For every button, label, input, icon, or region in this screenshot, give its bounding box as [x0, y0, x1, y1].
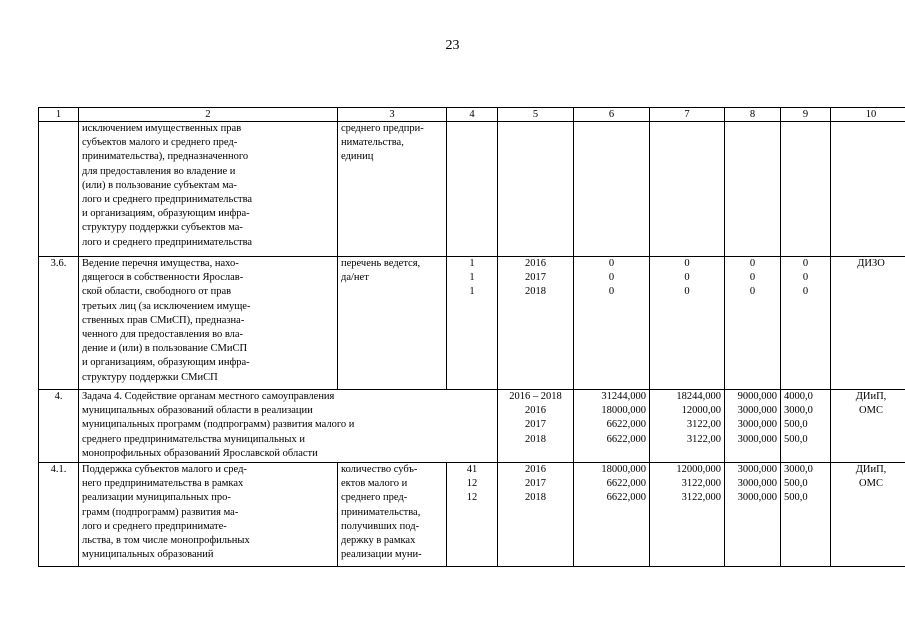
text-line: лого и среднего предпринимательства	[82, 194, 253, 206]
text-line: исключением имущественных прав	[82, 123, 242, 134]
text-line: нимательства,	[341, 137, 404, 149]
text-line: 2018	[525, 433, 546, 445]
text-line: 3000,0	[784, 464, 813, 475]
text-line: 0	[608, 286, 615, 298]
activity-name-cell	[79, 463, 338, 567]
text-line: 1	[469, 286, 475, 298]
text-line: 500,0	[784, 478, 808, 490]
executor-cell	[831, 463, 905, 567]
amount-cell	[781, 122, 831, 257]
text-line: 12000,00	[681, 405, 721, 417]
text-line: среднего предпри-	[341, 123, 424, 134]
text-line: 0	[802, 272, 809, 284]
text-line: лого и среднего предпринимательства	[82, 236, 253, 248]
text-line: ОМС	[859, 405, 883, 417]
text-line: 0	[749, 258, 756, 269]
text-line: получивших под-	[341, 520, 420, 532]
amount-cell	[781, 390, 831, 463]
text-line: 2017	[525, 419, 546, 431]
text-line: 9000,000	[737, 391, 777, 402]
amount-cell	[650, 122, 725, 257]
text-line: среднего предпринимательства муниципальных и	[82, 433, 305, 445]
amount-cell	[650, 463, 725, 567]
text-line: 18000,000	[601, 405, 646, 417]
text-line: 6622,000	[606, 478, 646, 490]
header-cell: 6	[574, 108, 650, 122]
header-cell: 9	[781, 108, 831, 122]
text-line: 3122,00	[686, 419, 721, 431]
text-line: 2017	[525, 272, 546, 284]
indicator-cell	[338, 122, 447, 257]
text-line: 0	[684, 258, 690, 269]
text-line: количество субъ-	[341, 464, 418, 475]
text-line: льства, в том числе монопрофильных	[82, 535, 250, 547]
text-line: 0	[802, 286, 809, 298]
text-line: 31244,000	[601, 391, 646, 402]
page-number: 23	[445, 38, 460, 53]
text-line: Поддержка субъектов малого и сред-	[82, 464, 247, 475]
text-line: 41	[466, 464, 478, 475]
amount-cell	[650, 390, 725, 463]
task-name-cell	[79, 390, 498, 463]
text-line: дящегося в собственности Ярослав-	[82, 272, 244, 284]
text-line: дение и (или) в пользование СМиСП	[82, 343, 248, 355]
text-line: ДИиП,	[855, 464, 887, 475]
text-line: 0	[608, 258, 615, 269]
text-line: 2016 – 2018	[509, 391, 562, 402]
amount-cell	[725, 122, 781, 257]
text-line: 500,0	[784, 492, 808, 504]
text-line: ской области, свободного от прав	[82, 286, 232, 298]
text-line: реализации муни-	[341, 549, 422, 561]
text-line: 18244,000	[676, 391, 721, 402]
text-line: структуру поддержки субъектов ма-	[82, 222, 243, 234]
header-cell: 2	[79, 108, 338, 122]
text-line: лого и среднего предпринимате-	[82, 520, 227, 532]
text-line: 6622,000	[606, 492, 646, 504]
year-cell	[498, 463, 574, 567]
text-line: да/нет	[341, 272, 369, 284]
header-cell: 1	[39, 108, 79, 122]
text-line: 2018	[525, 286, 546, 298]
text-line: принимательства), предназначенного	[82, 151, 249, 163]
text-line: реализации муниципальных про-	[82, 492, 231, 504]
text-line: 2017	[525, 478, 546, 490]
table-row	[39, 463, 905, 567]
year-cell	[498, 257, 574, 390]
text-line: 0	[684, 272, 690, 284]
row-number-cell: 4.1.	[39, 463, 79, 567]
table-row	[39, 122, 905, 257]
amount-cell	[725, 390, 781, 463]
text-line: 2016	[525, 258, 546, 269]
text-line: держку в рамках	[341, 535, 416, 547]
executor-cell	[831, 390, 905, 463]
text-line: принимательства,	[341, 506, 421, 518]
header-cell: 4	[447, 108, 498, 122]
text-line: 1	[469, 272, 475, 284]
text-line: 3000,000	[737, 405, 777, 417]
indicator-cell	[338, 257, 447, 390]
text-line: 6622,000	[606, 419, 646, 431]
text-line: 2016	[525, 464, 546, 475]
activity-name-cell	[79, 122, 338, 257]
text-line: третьих лиц (за исключением имуще-	[82, 300, 251, 312]
header-cell: 8	[725, 108, 781, 122]
text-line: муниципальных образований области в реализации	[82, 405, 313, 417]
amount-cell	[781, 463, 831, 567]
amount-cell	[574, 463, 650, 567]
row-number-cell	[39, 122, 79, 257]
header-cell: 7	[650, 108, 725, 122]
text-line: 12	[466, 492, 478, 504]
text-line: 3000,000	[737, 478, 777, 490]
text-line: 500,0	[784, 419, 808, 431]
executor-cell	[831, 122, 905, 257]
text-line: муниципальных образований	[82, 549, 214, 561]
text-line: 3122,00	[686, 433, 721, 445]
text-line: ственных прав СМиСП), предназна-	[82, 314, 245, 326]
text-line: ченного для предоставления во вла-	[82, 329, 244, 341]
text-line: субъектов малого и среднего пред-	[82, 137, 238, 149]
text-line: 18000,000	[601, 464, 646, 475]
text-line: ДИиП,	[855, 391, 887, 402]
text-line: 500,0	[784, 433, 808, 445]
text-line: среднего пред-	[341, 492, 408, 504]
text-line: 2018	[525, 492, 546, 504]
text-line: него предпринимательства в рамках	[82, 478, 244, 490]
header-cell: 5	[498, 108, 574, 122]
value-cell	[447, 122, 498, 257]
text-line: 0	[684, 286, 690, 298]
amount-cell	[650, 257, 725, 390]
row-number-cell: 4.	[39, 390, 79, 463]
indicator-cell	[338, 463, 447, 567]
text-line: 3000,000	[737, 492, 777, 504]
text-line: для предоставления во владение и	[82, 165, 236, 177]
text-line: муниципальных программ (подпрограмм) развития малого и	[82, 419, 355, 431]
text-line: и организациям, образующим инфра-	[82, 357, 250, 369]
text-line: и организациям, образующим инфра-	[82, 208, 250, 220]
text-line: 0	[749, 286, 756, 298]
row-number-cell: 3.6.	[39, 257, 79, 390]
text-line: грамм (подпрограмм) развития ма-	[82, 506, 239, 518]
header-cell: 10	[831, 108, 905, 122]
text-line: ОМС	[859, 478, 883, 490]
amount-cell	[725, 257, 781, 390]
amount-cell	[725, 463, 781, 567]
text-line: Задача 4. Содействие органам местного самоуправления	[82, 391, 335, 402]
text-line: 12	[466, 478, 478, 490]
year-cell	[498, 390, 574, 463]
activity-name-cell	[79, 257, 338, 390]
executor-cell	[831, 257, 905, 390]
value-cell	[447, 463, 498, 567]
program-table	[38, 107, 905, 567]
text-line: Ведение перечня имущества, нахо-	[82, 258, 239, 269]
text-line: ектов малого и	[341, 478, 408, 490]
year-cell	[498, 122, 574, 257]
table-row	[39, 390, 905, 463]
text-line: перечень ведется,	[341, 258, 421, 269]
text-line: (или) в пользование субъектам ма-	[82, 179, 237, 191]
column-numbers-row	[39, 108, 905, 122]
amount-cell	[574, 122, 650, 257]
table-row	[39, 257, 905, 390]
text-line: 3122,000	[681, 478, 721, 490]
text-line: 3000,000	[737, 419, 777, 431]
text-line: 4000,0	[784, 391, 813, 402]
text-line: единиц	[341, 151, 374, 163]
text-line: 3000,000	[737, 433, 777, 445]
text-line: ДИЗО	[857, 258, 885, 269]
text-line: 6622,000	[606, 433, 646, 445]
text-line: структуру поддержки СМиСП	[82, 371, 218, 383]
text-line: монопрофильных образований Ярославской области	[82, 447, 318, 459]
text-line: 12000,000	[676, 464, 721, 475]
amount-cell	[574, 257, 650, 390]
amount-cell	[574, 390, 650, 463]
text-line: 0	[749, 272, 756, 284]
text-line: 0	[802, 258, 809, 269]
text-line: 2016	[525, 405, 546, 417]
text-line: 3000,0	[784, 405, 813, 417]
text-line: 0	[608, 272, 615, 284]
text-line: 3122,000	[681, 492, 721, 504]
text-line: 3000,000	[737, 464, 777, 475]
text-line: 1	[469, 258, 475, 269]
header-cell: 3	[338, 108, 447, 122]
value-cell	[447, 257, 498, 390]
amount-cell	[781, 257, 831, 390]
